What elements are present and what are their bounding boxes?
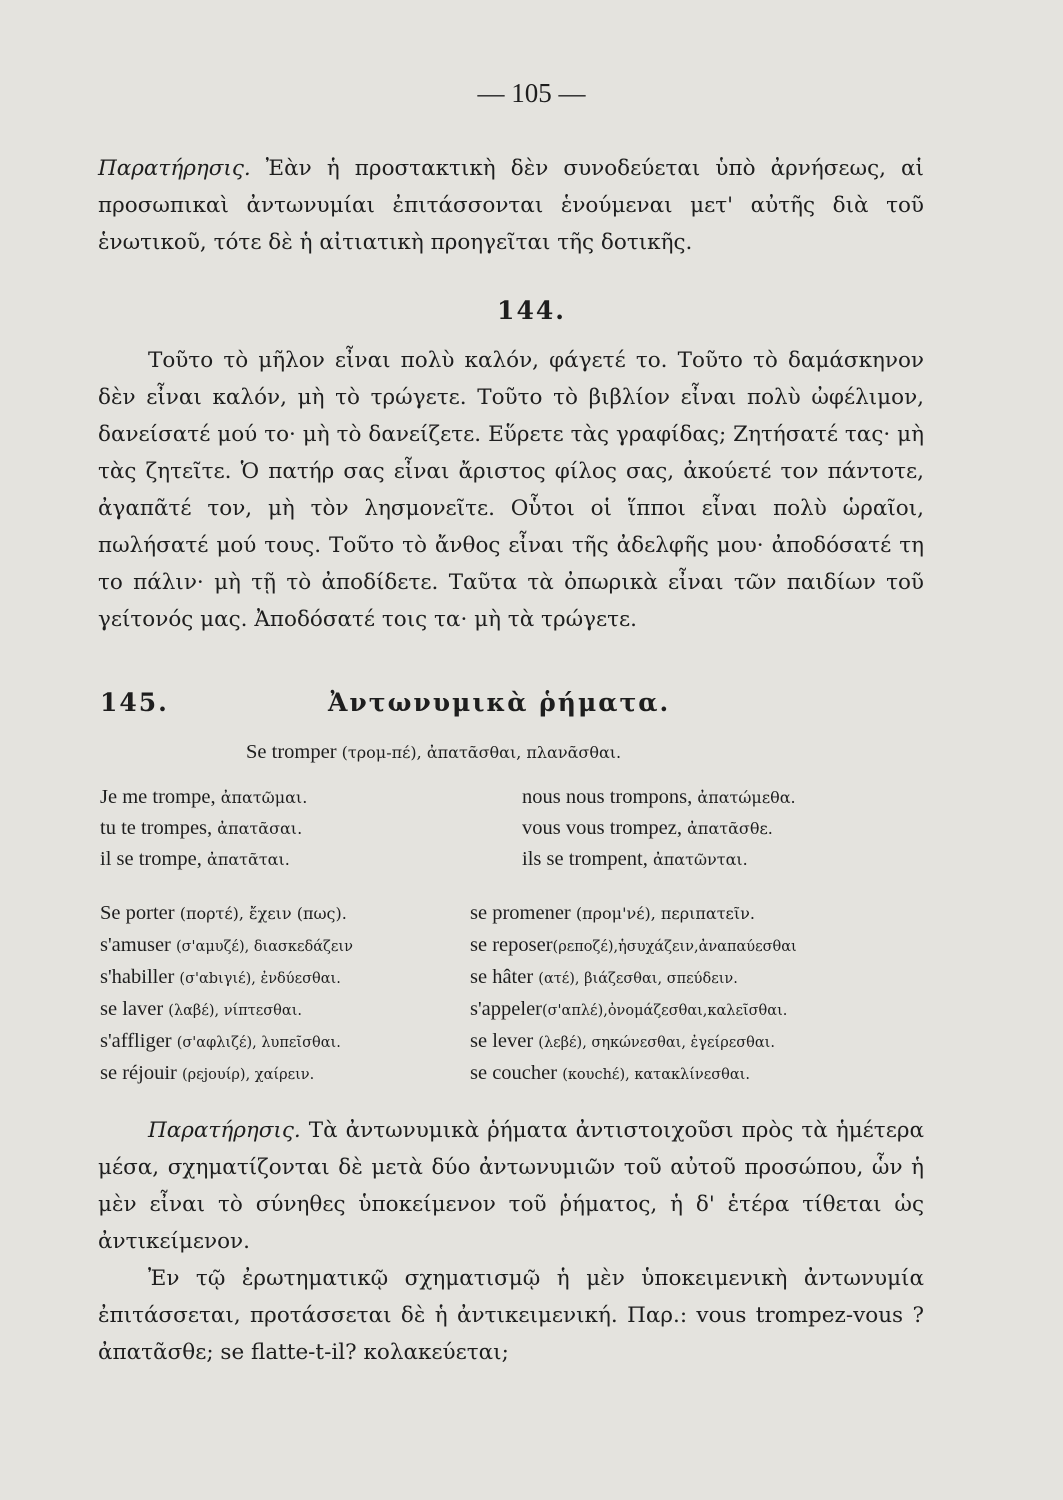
conjugation-row [100, 786, 307, 809]
conjugation-row [522, 848, 748, 871]
section-144-number: 144. [497, 296, 566, 325]
verb-row [470, 1062, 750, 1085]
conjugation-row [100, 848, 290, 871]
verb-gr: (λαβέ), νίπτεσθαι. [168, 1003, 302, 1019]
verb-gr: (κουchέ), κατακλίνεσθαι. [562, 1067, 750, 1083]
headline-gr: (τρομ-πέ), ἀπατᾶσθαι, πλανᾶσθαι. [341, 743, 622, 762]
headline-verb [246, 741, 621, 764]
verb-fr: s'appeler [470, 998, 542, 1020]
verb-fr: Se porter [100, 902, 175, 924]
conj-gr: ἀπατώμεθα. [697, 788, 796, 807]
verb-fr: se promener [470, 902, 571, 924]
verb-fr: se lever [470, 1030, 534, 1052]
verb-gr: (σ'απλέ),ὀνομάζεσθαι,καλεῖσθαι. [542, 1003, 788, 1019]
verb-fr: s'habiller [100, 966, 175, 988]
note-paragraph-1 [98, 150, 924, 261]
verb-gr: (λεβέ), σηκώνεσθαι, ἐγείρεσθαι. [538, 1035, 775, 1051]
conjugation-row [522, 817, 773, 840]
section-145-number: 145. [100, 688, 169, 717]
note-text: Τὰ ἀντωνυμικὰ ῥήματα ἀντιστοιχοῦσι πρὸς τὰ ἡμέτερα μέσα, σχηματίζονται δὲ μετὰ δύο ἀντωνυμιῶν τοῦ αὐτοῦ προσώπου, ὧν ἡ μὲν εἶναι τὸ σύνηθες ὑποκείμενον τοῦ ῥήματος, ἡ δ' ἑτέρα τίθεται ὡς ἀντικείμενον. [98, 1118, 924, 1254]
verb-fr: se hâter [470, 966, 534, 988]
verb-gr: (ρεjουίρ), χαίρειν. [181, 1067, 315, 1083]
note-paragraph-3: Ἐν τῷ ἐρωτηματικῷ σχηματισμῷ ἡ μὲν ὑποκειμενικὴ ἀντωνυμία ἐπιτάσσεται, προτάσσεται δὲ ἡ ἀντικειμενική. Παρ.: vous trompez-vous ? ἀπατᾶσθε; se flatte-t-il? κολακεύεται; [98, 1266, 924, 1365]
verb-row [100, 1030, 341, 1053]
conj-fr: nous nous trompons, [522, 786, 693, 808]
verb-row [470, 998, 787, 1021]
page-number: — 105 — [477, 78, 586, 108]
conjugation-row [100, 817, 302, 840]
verb-row [470, 902, 755, 925]
conj-fr: ils se trompent, [522, 848, 648, 870]
note-label: Παρατήρησις. [148, 1118, 301, 1143]
verb-gr: (σ'αbιγιέ), ἐνδύεσθαι. [179, 971, 341, 987]
note-text: Ἐὰν ἡ προστακτικὴ δὲν συνοδεύεται ὑπὸ ἀρνήσεως, αἱ προσωπικαὶ ἀντωνυμίαι ἐπιτάσσονται ἑνούμεναι μετ' αὐτῆς διὰ τοῦ ἑνωτικοῦ, τότε δὲ ἡ αἰτιατικὴ προηγεῖται τῆς δοτικῆς. [98, 156, 924, 255]
conj-fr: il se trompe, [100, 848, 202, 870]
verb-gr: (πορτέ), ἔχειν (πως). [179, 904, 347, 923]
verb-row [100, 902, 347, 925]
note-paragraph-2 [98, 1112, 924, 1260]
verb-fr: se réjouir [100, 1062, 177, 1084]
section-144-text: Τοῦτο τὸ μῆλον εἶναι πολὺ καλόν, φάγετέ το. Τοῦτο τὸ δαμάσκηνον δὲν εἶναι καλόν, μὴ τὸ τρώγετε. Τοῦτο τὸ βιβλίον εἶναι πολὺ ὠφέλιμον, δανείσατέ μού το· μὴ τὸ δανείζετε. Εὕρετε τὰς γραφίδας; Ζητήσατέ τας· μὴ τὰς ζητεῖτε. Ὁ πατήρ σας εἶναι ἄριστος φίλος σας, ἀκούετέ τον πάντοτε, ἀγαπᾶτέ τον, μὴ τὸν λησμονεῖτε. Οὗτοι οἱ ἵπποι εἶναι πολὺ ὡραῖοι, πωλήσατέ μού τους. Τοῦτο τὸ ἄνθος εἶναι τῆς ἀδελφῆς μου· ἀποδόσατέ τη το πάλιν· μὴ τῇ τὸ ἀποδίδετε. Ταῦτα τὰ ὀπωρικὰ εἶναι τῶν παιδίων τοῦ γείτονός μας. Ἀποδόσατέ τοις τα· μὴ τὰ τρώγετε. [98, 348, 924, 632]
verb-row [100, 998, 302, 1021]
verb-gr: (προμ'νέ), περιπατεῖν. [575, 904, 755, 923]
section-145-title: Ἀντωνυμικὰ ῥήματα. [328, 688, 671, 717]
verb-gr: (ατέ), βιάζεσθαι, σπεύδειν. [538, 971, 738, 987]
verb-row [100, 934, 353, 957]
conj-gr: ἀπατῶνται. [652, 850, 748, 869]
conj-fr: vous vous trompez, [522, 817, 682, 839]
verb-fr: se reposer [470, 934, 553, 956]
verb-fr: se laver [100, 998, 164, 1020]
verb-fr: s'affliger [100, 1030, 172, 1052]
verb-row [470, 1030, 775, 1053]
conj-gr: ἀπατᾶται. [207, 850, 290, 869]
verb-gr: (σ'αφλιζέ), λυπεῖσθαι. [176, 1035, 341, 1051]
verb-row [100, 966, 341, 989]
verb-fr: s'amuser [100, 934, 171, 956]
conjugation-row [522, 786, 796, 809]
conj-gr: ἀπατῶμαι. [220, 788, 308, 807]
conj-gr: ἀπατᾶσαι. [217, 819, 303, 838]
note-label: Παρατήρησις. [98, 156, 251, 181]
verb-row [470, 966, 738, 989]
conj-fr: Je me trompe, [100, 786, 216, 808]
verb-gr: (ρεποζέ),ἡσυχάζειν,ἀναπαύεσθαι [552, 939, 797, 955]
verb-fr: se coucher [470, 1062, 558, 1084]
verb-gr: (σ'αμυζέ), διασκεδάζειν [176, 939, 353, 955]
headline-fr: Se tromper [246, 741, 337, 763]
verb-row [470, 934, 797, 957]
conj-gr: ἀπατᾶσθε. [687, 819, 773, 838]
conj-fr: tu te trompes, [100, 817, 213, 839]
verb-row [100, 1062, 314, 1085]
